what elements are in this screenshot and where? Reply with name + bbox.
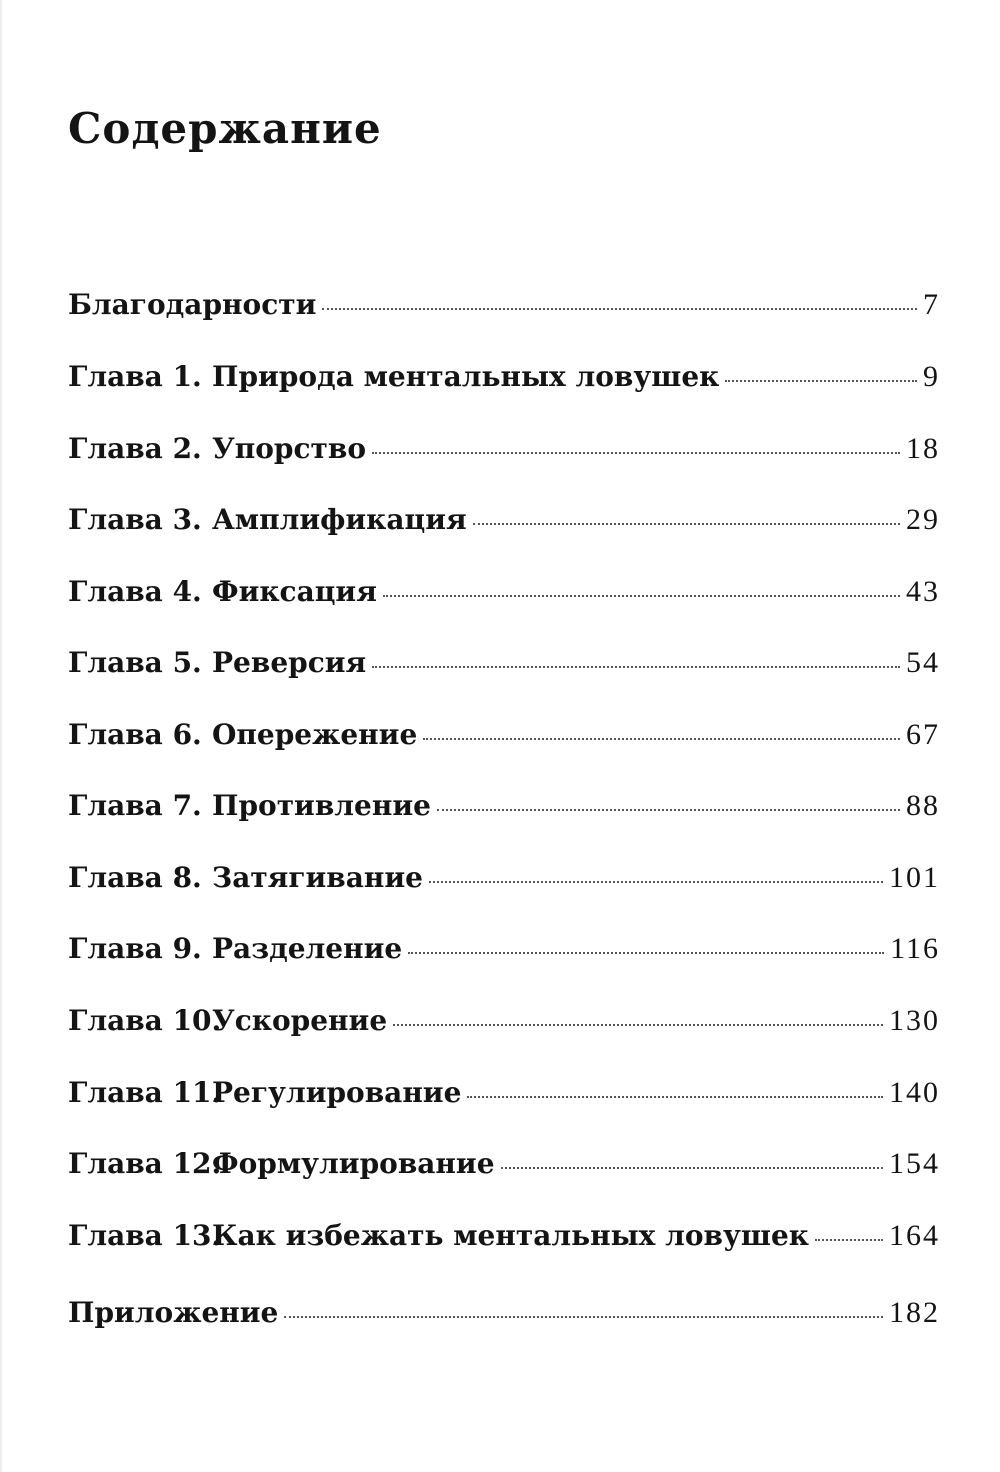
page-title: Содержание: [68, 104, 382, 153]
chapter-number: Глава 9.: [68, 932, 202, 965]
entry-label: Амплификация: [212, 503, 467, 536]
dot-leader: [815, 1239, 883, 1241]
dot-leader: [284, 1316, 883, 1318]
toc-entry-chapter-11[interactable]: [68, 1076, 940, 1116]
page-number: 101: [889, 861, 940, 894]
toc-entry-chapter-8[interactable]: [68, 861, 940, 901]
dot-leader: [322, 308, 917, 310]
toc-entry-chapter-2[interactable]: [68, 432, 940, 472]
chapter-number: Глава 1.: [68, 360, 202, 393]
chapter-number: Глава 11.: [68, 1076, 222, 1109]
page-number: 7: [923, 288, 940, 321]
toc-entry-chapter-3[interactable]: [68, 503, 940, 543]
page-edge: [0, 0, 3, 1472]
entry-label: Упорство: [212, 432, 366, 465]
dot-leader: [725, 380, 917, 382]
toc-entry-chapter-10[interactable]: [68, 1004, 940, 1044]
toc-entry-chapter-7[interactable]: [68, 789, 940, 829]
toc-entry-chapter-13[interactable]: [68, 1219, 940, 1259]
dot-leader: [372, 452, 900, 454]
entry-label: Природа ментальных ловушек: [212, 360, 720, 393]
page-number: 88: [906, 789, 940, 822]
entry-label: Как избежать ментальных ловушек: [212, 1219, 810, 1252]
entry-label: Разделение: [212, 932, 403, 965]
entry-label: Благодарности: [68, 288, 317, 321]
page-number: 164: [889, 1219, 940, 1252]
chapter-number: Глава 10.: [68, 1004, 222, 1037]
chapter-number: Глава 13.: [68, 1219, 222, 1252]
entry-label: Затягивание: [212, 861, 423, 894]
page-number: 130: [889, 1004, 940, 1037]
page-number: 43: [906, 575, 940, 608]
chapter-number: Глава 6.: [68, 718, 202, 751]
chapter-number: Глава 4.: [68, 575, 202, 608]
dot-leader: [372, 666, 900, 668]
chapter-number: Глава 7.: [68, 789, 202, 822]
chapter-number: Глава 3.: [68, 503, 202, 536]
dot-leader: [429, 881, 883, 883]
page-number: 140: [889, 1076, 940, 1109]
dot-leader: [437, 809, 900, 811]
toc-entry-chapter-5[interactable]: [68, 646, 940, 686]
toc-entry-chapter-1[interactable]: [68, 360, 940, 400]
page-number: 29: [906, 503, 940, 536]
dot-leader: [423, 738, 900, 740]
table-of-contents: [68, 0, 940, 1472]
entry-label: Ускорение: [212, 1004, 388, 1037]
dot-leader: [408, 952, 884, 954]
page-number: 154: [889, 1147, 940, 1180]
entry-label: Противление: [212, 789, 431, 822]
toc-entry-acknowledgements[interactable]: [68, 288, 940, 328]
toc-entry-chapter-6[interactable]: [68, 718, 940, 758]
toc-entry-chapter-9[interactable]: [68, 932, 940, 972]
entry-label: Формулирование: [212, 1147, 495, 1180]
page-number: 18: [906, 432, 940, 465]
dot-leader: [473, 523, 900, 525]
toc-entry-appendix[interactable]: [68, 1296, 940, 1336]
chapter-number: Глава 2.: [68, 432, 202, 465]
page-number: 9: [923, 360, 940, 393]
toc-entry-chapter-12[interactable]: [68, 1147, 940, 1187]
entry-label: Регулирование: [212, 1076, 462, 1109]
dot-leader: [501, 1167, 883, 1169]
entry-label: Опережение: [212, 718, 418, 751]
toc-entry-chapter-4[interactable]: [68, 575, 940, 615]
dot-leader: [393, 1024, 883, 1026]
chapter-number: Глава 8.: [68, 861, 202, 894]
entry-label: Приложение: [68, 1296, 279, 1329]
page-number: 182: [889, 1296, 940, 1329]
dot-leader: [383, 595, 900, 597]
page-number: 67: [906, 718, 940, 751]
chapter-number: Глава 12.: [68, 1147, 222, 1180]
entry-label: Реверсия: [212, 646, 367, 679]
page-number: 116: [890, 932, 940, 965]
page-number: 54: [906, 646, 940, 679]
entry-label: Фиксация: [212, 575, 377, 608]
dot-leader: [467, 1096, 883, 1098]
chapter-number: Глава 5.: [68, 646, 202, 679]
